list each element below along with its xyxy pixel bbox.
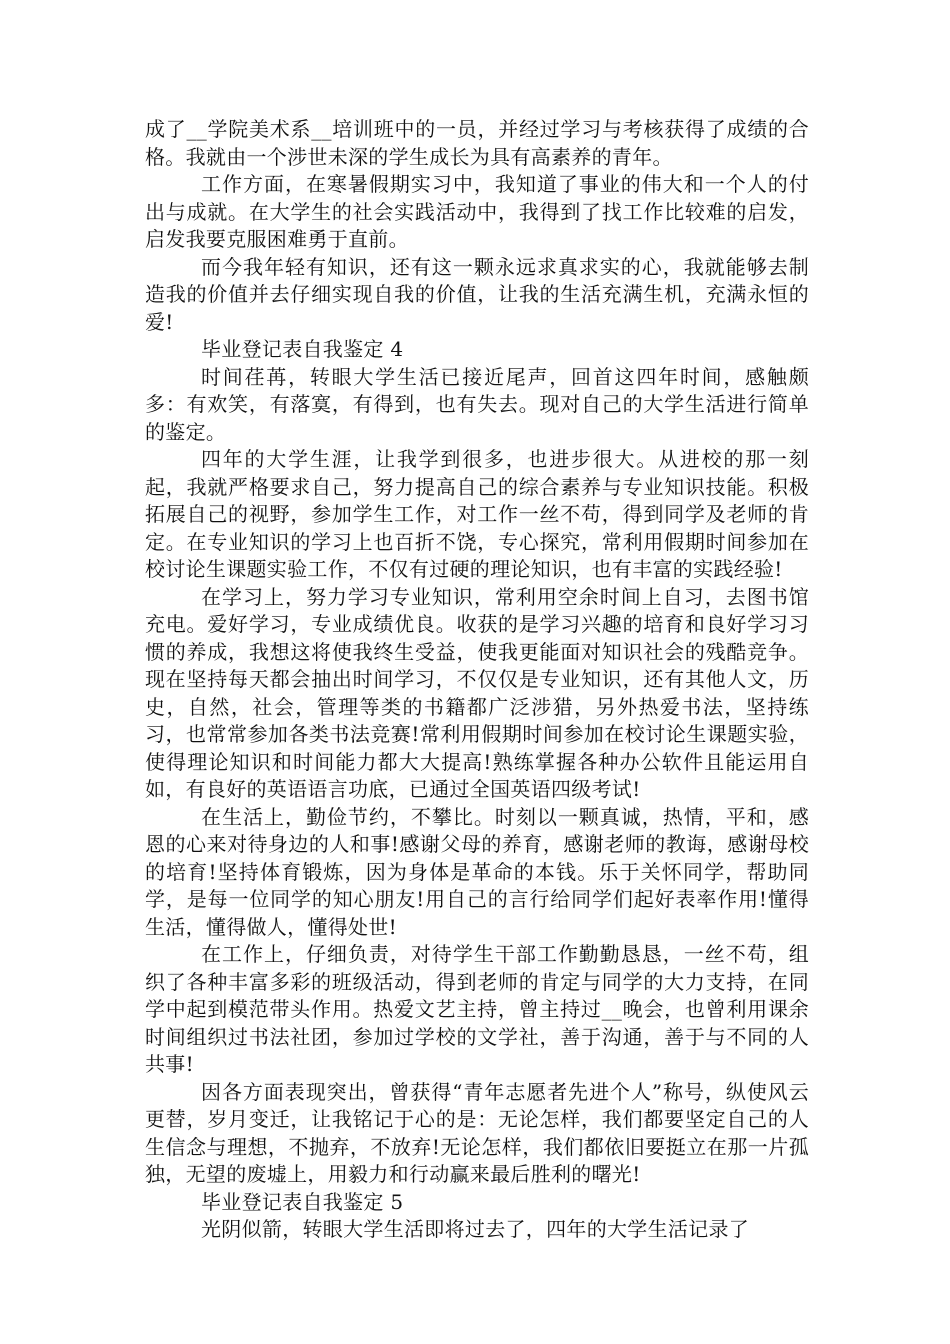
- section-heading-5: 毕业登记表自我鉴定 5: [201, 1189, 404, 1214]
- paragraph-four-years: 四年的大学生涯，让我学到很多，也进步很大。从进校的那一刻起，我就严格要求自己，努力提高自己的综合素养与专业知识技能。积极拓展自己的视野，参加学生工作，对工作一丝不苟，得到同学及老师的肯定。在专业知识的学习上也百折不饶，专心探究，常利用假期时间参加在校讨论生课题实验工作，不仅有过硬的理论知识，也有丰富的实践经验!: [145, 447, 809, 581]
- paragraph-value: 而今我年轻有知识，还有这一颗永远求真求实的心，我就能够去制造我的价值并去仔细实现自我的价值，让我的生活充满生机，充满永恒的爱!: [145, 254, 809, 334]
- paragraph-study: 在学习上，努力学习专业知识，常利用空余时间上自习，去图书馆充电。爱好学习，专业成绩优良。收获的是学习兴趣的培育和良好学习习惯的养成，我想这将使我终生受益，使我更能面对知识社会的残酷竞争。现在坚持每天都会抽出时间学习，不仅仅是专业知识，还有其他人文，历史，自然，社会，管理等类的书籍都广泛涉猎，另外热爱书法，坚持练习，也常常参加各类书法竞赛!常利用假期时间参加在校讨论生课题实验，使得理论知识和时间能力都大大提高!熟练掌握各种办公软件且能运用自如，有良好的英语语言功底，已通过全国英语四级考试!: [145, 584, 809, 801]
- document-body: [145, 116, 809, 1244]
- paragraph-intro: 时间荏苒，转眼大学生活已接近尾声，回首这四年时间，感触颇多：有欢笑，有落寞，有得到，也有失去。现对自己的大学生活进行简单的鉴定。: [145, 364, 809, 444]
- paragraph-time-flies: 光阴似箭，转眼大学生活即将过去了，四年的大学生活记录了: [201, 1217, 750, 1241]
- paragraph-honor: 因各方面表现突出，曾获得“青年志愿者先进个人”称号，纵使风云更替，岁月变迁，让我铭记于心的是：无论怎样，我们都要坚定自己的人生信念与理想，不抛弃，不放弃!无论怎样，我们都依旧要挺立在那一片孤独，无望的废墟上，用毅力和行动赢来最后胜利的曙光!: [145, 1079, 809, 1186]
- paragraph-life: 在生活上，勤俭节约，不攀比。时刻以一颗真诚，热情，平和，感恩的心来对待身边的人和事!感谢父母的养育，感谢老师的教诲，感谢母校的培育!坚持体育锻炼，因为身体是革命的本钱。乐于关怀同学，帮助同学，是每一位同学的知心朋友!用自己的言行给同学们起好表率作用!懂得生活，懂得做人，懂得处世!: [145, 804, 809, 939]
- paragraph-work: 工作方面，在寒暑假期实习中，我知道了事业的伟大和一个人的付出与成就。在大学生的社会实践活动中，我得到了找工作比较难的启发，启发我要克服困难勇于直前。: [145, 172, 809, 251]
- paragraph-job: 在工作上，仔细负责，对待学生干部工作勤勤恳恳，一丝不苟，组织了各种丰富多彩的班级活动，得到老师的肯定与同学的大力支持，在同学中起到模范带头作用。热爱文艺主持，曾主持过__晚会，也曾利用课余时间组织过书法社团，参加过学校的文学社，善于沟通，善于与不同的人共事!: [145, 942, 809, 1076]
- section-heading-4: 毕业登记表自我鉴定 4: [201, 337, 404, 361]
- paragraph-continuation: 成了__学院美术系__培训班中的一员，并经过学习与考核获得了成绩的合格。我就由一个涉世未深的学生成长为具有高素养的青年。: [145, 117, 809, 169]
